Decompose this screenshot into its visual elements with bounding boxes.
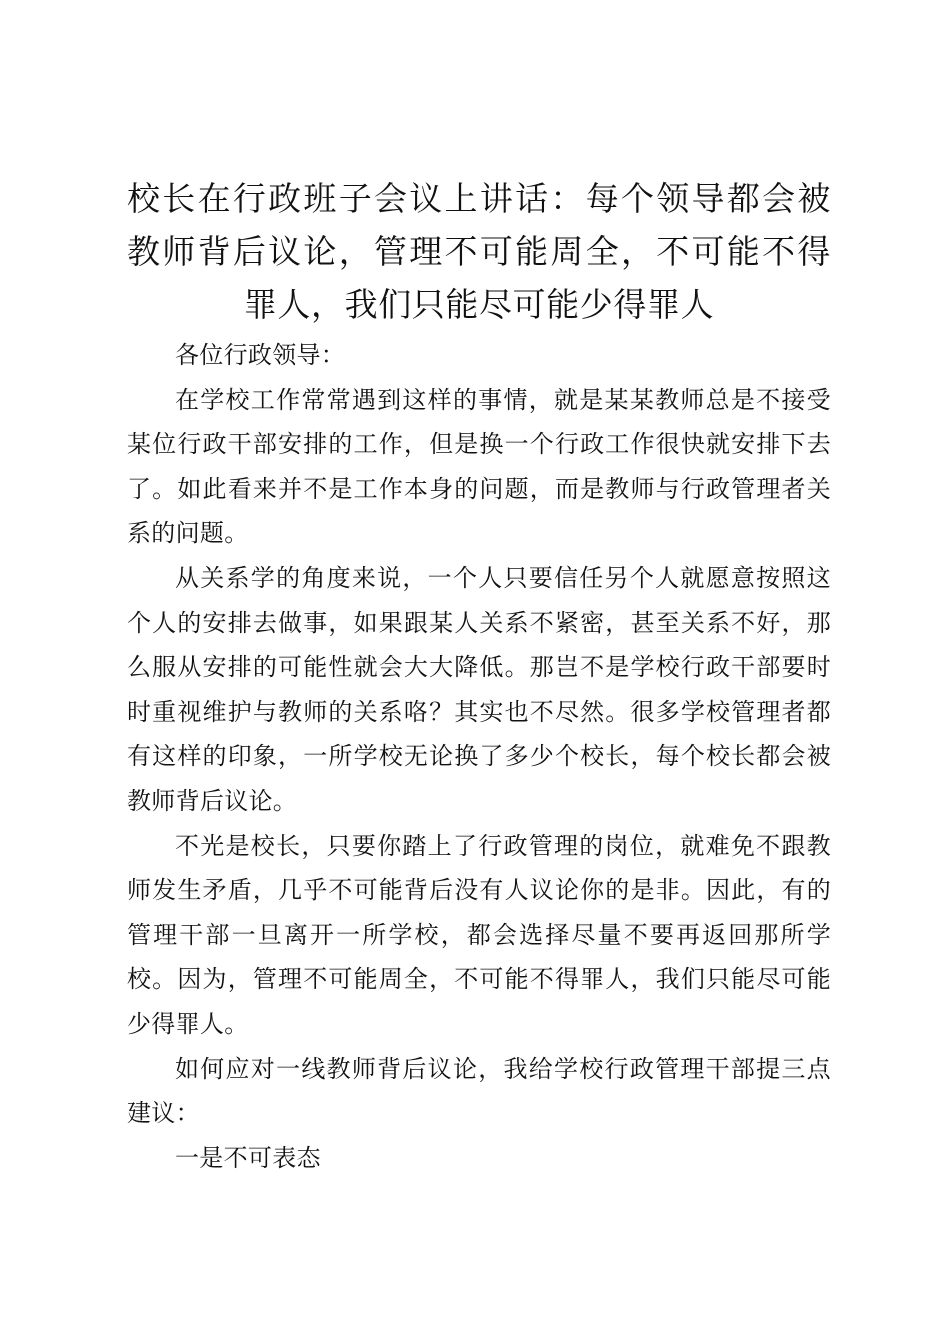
paragraph-2: 从关系学的角度来说，一个人只要信任另个人就愿意按照这个人的安排去做事，如果跟某人关系不紧密，甚至关系不好，那么服从安排的可能性就会大大降低。那岂不是学校行政干部要时时重视维护与教师的关系咯？其实也不尽然。很多学校管理者都有这样的印象，一所学校无论换了多少个校长，每个校长都会被教师背后议论。 xyxy=(127,563,831,815)
document-title: 校长在行政班子会议上讲话：每个领导都会被教师背后议论，管理不可能周全，不可能不得罪人，我们只能尽可能少得罪人 xyxy=(127,179,831,324)
paragraph-1: 在学校工作常常遇到这样的事情，就是某某教师总是不接受某位行政干部安排的工作，但是换一个行政工作很快就安排下去了。如此看来并不是工作本身的问题，而是教师与行政管理者关系的问题。 xyxy=(127,385,831,548)
point-heading-1: 一是不可表态 xyxy=(175,1143,321,1172)
document-page xyxy=(127,172,831,1180)
salutation: 各位行政领导： xyxy=(175,341,346,369)
paragraph-3: 不光是校长，只要你踏上了行政管理的岗位，就难免不跟教师发生矛盾，几乎不可能背后没有人议论你的是非。因此，有的管理干部一旦离开一所学校，都会选择尽量不要再返回那所学校。因为，管理不可能周全，不可能不得罪人，我们只能尽可能少得罪人。 xyxy=(127,831,831,1038)
paragraph-4: 如何应对一线教师背后议论，我给学校行政管理干部提三点建议： xyxy=(127,1054,831,1128)
